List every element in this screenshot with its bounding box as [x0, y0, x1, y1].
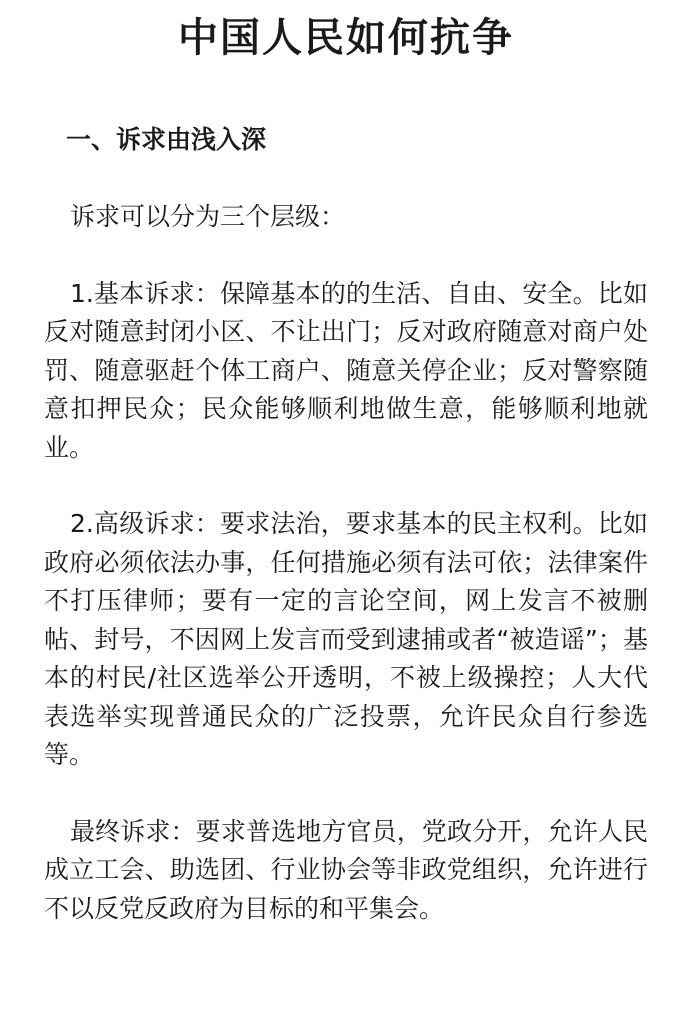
ultimate-demands-paragraph: 最终诉求：要求普选地方官员，党政分开，允许人民成立工会、助选团、行业协会等非政党组织，允许进行不以反党反政府为目标的和平集会。	[44, 816, 648, 923]
advanced-demands-paragraph: 2.高级诉求：要求法治，要求基本的民主权利。比如政府必须依法办事，任何措施必须有法可依；法律案件不打压律师；要有一定的言论空间，网上发言不被删帖、封号，不因网上发言而受到逮捕或者“被造谣”；基本的村民/社区选举公开透明，不被上级操控；人大代表选举实现普通民众的广泛投票，允许民众自行参选等。	[44, 509, 648, 769]
section-heading: 一、诉求由浅入深	[66, 125, 267, 154]
page-title: 中国人民如何抗争	[178, 15, 514, 61]
intro-paragraph: 诉求可以分为三个层级：	[70, 202, 346, 231]
basic-demands-paragraph: 1.基本诉求：保障基本的的生活、自由、安全。比如反对随意封闭小区、不让出门；反对政府随意对商户处罚、随意驱赶个体工商户、随意关停企业；反对警察随意扣押民众；民众能够顺利地做生意，能够顺利地就业。	[44, 278, 648, 462]
